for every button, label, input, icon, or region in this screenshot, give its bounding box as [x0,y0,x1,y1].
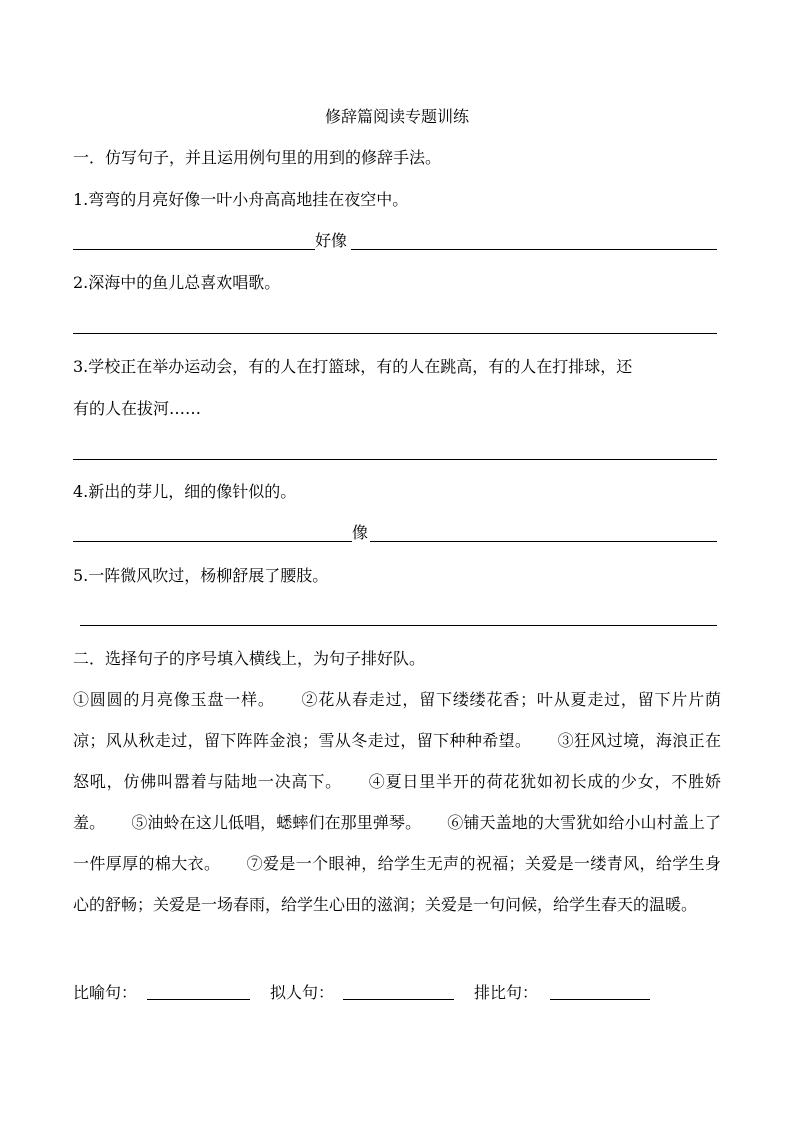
section1-heading: 一．仿写句子，并且运用例句里的用到的修辞手法。 [73,148,442,167]
q3-answer-line[interactable] [73,459,717,460]
sentence-1: ①圆圆的月亮像玉盘一样。 [73,690,275,709]
sentence-2: ②花从春走过，留下缕缕花香；叶从夏走过，留下片片荫凉；风从秋走过，留下阵阵金浪；雪从冬走过，留下种种希望。 [73,690,721,750]
q1-answer-line-left[interactable] [73,249,315,250]
question-4: 4.新出的芽儿，细的像针似的。 [73,482,297,501]
question-3-line-1: 3.学校正在举办运动会，有的人在打篮球，有的人在跳高，有的人在打排球，还 [73,357,633,376]
q1-answer-line-right[interactable] [351,249,717,250]
q4-connector: 像 [352,523,369,542]
q2-answer-line[interactable] [73,333,717,334]
q5-answer-line[interactable] [80,625,717,626]
sentence-5: ⑤油蛉在这儿低唱，蟋蟀们在那里弹琴。 [131,813,422,832]
section2-heading: 二．选择句子的序号填入横线上，为句子排好队。 [73,649,426,668]
q4-answer-line-left[interactable] [73,541,352,542]
sentence-6: ⑥铺天盖地的大雪犹如给小山村盖上了一件厚厚的棉大衣。 [73,813,721,873]
personification-answer-line[interactable] [343,999,454,1000]
q4-answer-line-right[interactable] [370,541,717,542]
question-1: 1.弯弯的月亮好像一叶小舟高高地挂在夜空中。 [73,190,409,209]
sentence-list [73,679,721,925]
parallelism-answer-line[interactable] [550,999,650,1000]
simile-label: 比喻句： [73,983,138,1002]
question-2: 2.深海中的鱼儿总喜欢唱歌。 [73,273,281,292]
simile-answer-line[interactable] [147,999,250,1000]
parallelism-label: 排比句： [474,983,539,1002]
q1-connector: 好像 [315,231,348,250]
question-3-line-2: 有的人在拔河…… [73,399,202,418]
sentence-4: ④夏日里半开的荷花犹如初长成的少女，不胜娇羞。 [73,772,721,832]
question-5: 5.一阵微风吹过，杨柳舒展了腰肢。 [73,566,329,585]
sentence-3: ③狂风过境，海浪正在怒吼，仿佛叫嚣着与陆地一决高下。 [73,731,721,791]
personification-label: 拟人句： [270,983,335,1002]
sentence-7: ⑦爱是一个眼神，给学生无声的祝福；关爱是一缕青风，给学生身心的舒畅；关爱是一场春雨，给学生心田的滋润；关爱是一句问候，给学生春天的温暖。 [73,854,721,914]
page-title: 修辞篇阅读专题训练 [324,107,469,126]
